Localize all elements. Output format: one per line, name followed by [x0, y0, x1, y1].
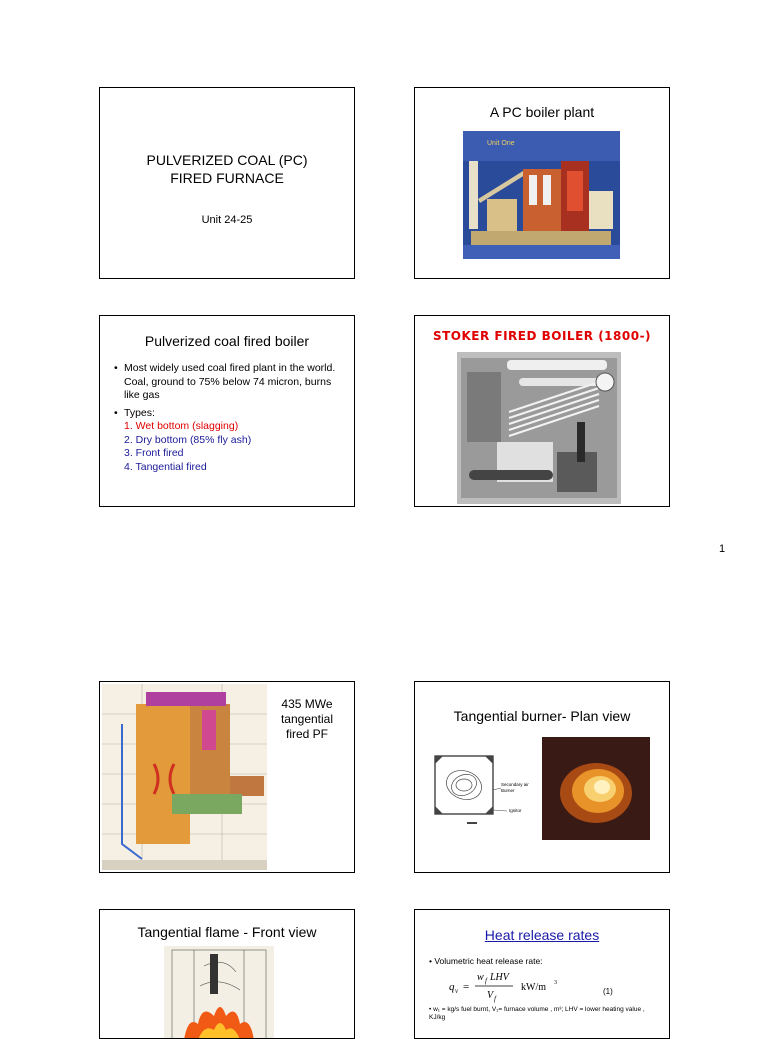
slide-1-subtitle: Unit 24-25: [201, 214, 253, 226]
front-view-diagram: [164, 946, 274, 1039]
slide-6-title: Tangential burner- Plan view: [453, 708, 631, 724]
slide-3: [99, 315, 355, 507]
slide-5-caption: [268, 697, 346, 742]
caption-line-2: tangential: [280, 712, 334, 726]
svg-text:f: f: [485, 977, 487, 985]
title-line-2: FIRED FURNACE: [170, 170, 284, 186]
bullet-text: Volumetric heat release rate:: [434, 956, 543, 966]
bullet-text: w₁ = kg/s fuel burnt, V₁= furnace volume , m³; LHV = lower heating value , KJ/kg: [429, 1006, 645, 1021]
type-item-front-fired: 3. Front fired: [124, 447, 184, 459]
caption-line-3: fired PF: [285, 727, 328, 741]
svg-text:V: V: [487, 990, 494, 1001]
bullet-item: • Types:: [114, 407, 344, 421]
slide-3-title: Pulverized coal fired boiler: [144, 333, 310, 349]
svg-text:v: v: [455, 987, 459, 995]
slide-1-title: [100, 151, 354, 187]
slide-8: [414, 909, 670, 1039]
slide-8-title: Heat release rates: [484, 927, 600, 943]
svg-text:Burner: Burner: [501, 788, 515, 793]
heat-release-equation: [449, 966, 659, 1004]
bullet-item: • w₁ = kg/s fuel burnt, V₁= furnace volume , m³; LHV = lower heating value , KJ/kg: [429, 1006, 645, 1021]
svg-text:3: 3: [554, 980, 557, 986]
pf-boiler-diagram: [102, 684, 267, 870]
svg-text:w: w: [477, 972, 484, 983]
flame-photo: [542, 737, 650, 840]
type-item-tangential-fired: 4. Tangential fired: [124, 460, 207, 473]
slide-1: [99, 87, 355, 279]
svg-text:q: q: [449, 981, 455, 993]
bullet-list: [114, 362, 344, 474]
svg-text:Ignitor: Ignitor: [509, 808, 522, 813]
svg-text:LHV: LHV: [490, 972, 509, 983]
plan-view-diagram: [431, 754, 537, 840]
svg-text:kW/m: kW/m: [521, 982, 546, 993]
slide-4-title: STOKER FIRED BOILER (1800-): [432, 329, 652, 343]
stoker-boiler-image: [457, 352, 621, 504]
caption-line-1: 435 MWe: [281, 697, 333, 711]
slide-6: [414, 681, 670, 873]
slide-5: [99, 681, 355, 873]
svg-text:Unit One: Unit One: [487, 140, 515, 147]
bullet-item: • Most widely used coal fired plant in the world. Coal, ground to 75% below 74 micron, burns like gas: [114, 362, 344, 403]
slide-7: [99, 909, 355, 1039]
pc-plant-image: [463, 131, 620, 259]
type-item-wet-bottom: 1. Wet bottom (slagging): [124, 420, 239, 432]
slide-7-title: Tangential flame - Front view: [137, 924, 317, 940]
slide-2-title: A PC boiler plant: [489, 104, 595, 120]
title-line-1: PULVERIZED COAL (PC): [146, 152, 308, 168]
svg-text:Secondary air: Secondary air: [501, 782, 529, 787]
slide-2: [414, 87, 670, 279]
bullet-item: • Volumetric heat release rate:: [429, 956, 543, 966]
svg-text:(1): (1): [603, 987, 613, 996]
page-number: 1: [719, 543, 726, 555]
type-item-dry-bottom: 2. Dry bottom (85% fly ash): [124, 433, 252, 446]
svg-text:=: =: [463, 981, 470, 993]
svg-text:f: f: [494, 995, 496, 1003]
slide-4: [414, 315, 670, 507]
